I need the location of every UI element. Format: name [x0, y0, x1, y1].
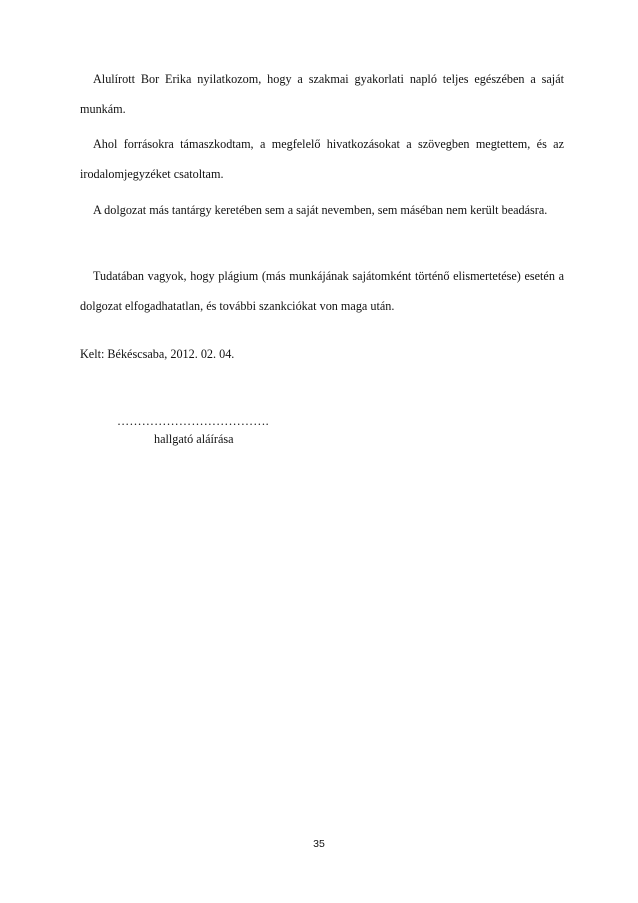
declaration-paragraph-authorship: Alulírott Bor Erika nyilatkozom, hogy a szakmai gyakorlati napló teljes egészében a saját munkám. [80, 72, 564, 116]
declaration-paragraph-sources: Ahol forrásokra támaszkodtam, a megfelelő hivatkozásokat a szövegben megtettem, és az irodalomjegyzéket csatoltam. [80, 137, 564, 181]
date-line: Kelt: Békéscsaba, 2012. 02. 04. [80, 347, 235, 361]
declaration-paragraph-plagiarism: Tudatában vagyok, hogy plágium (más munkájának sajátomként történő elismertetése) esetén a dolgozat elfogadhatatlan, és további szankciókat von maga után. [80, 269, 564, 313]
page-number: 35 [313, 838, 325, 850]
declaration-paragraph-not-submitted: A dolgozat más tantárgy keretében sem a saját nevemben, sem máséban nem került beadásra. [93, 203, 548, 217]
signature-label: hallgató aláírása [154, 432, 234, 446]
signature-line: ………………………………. [117, 414, 269, 428]
